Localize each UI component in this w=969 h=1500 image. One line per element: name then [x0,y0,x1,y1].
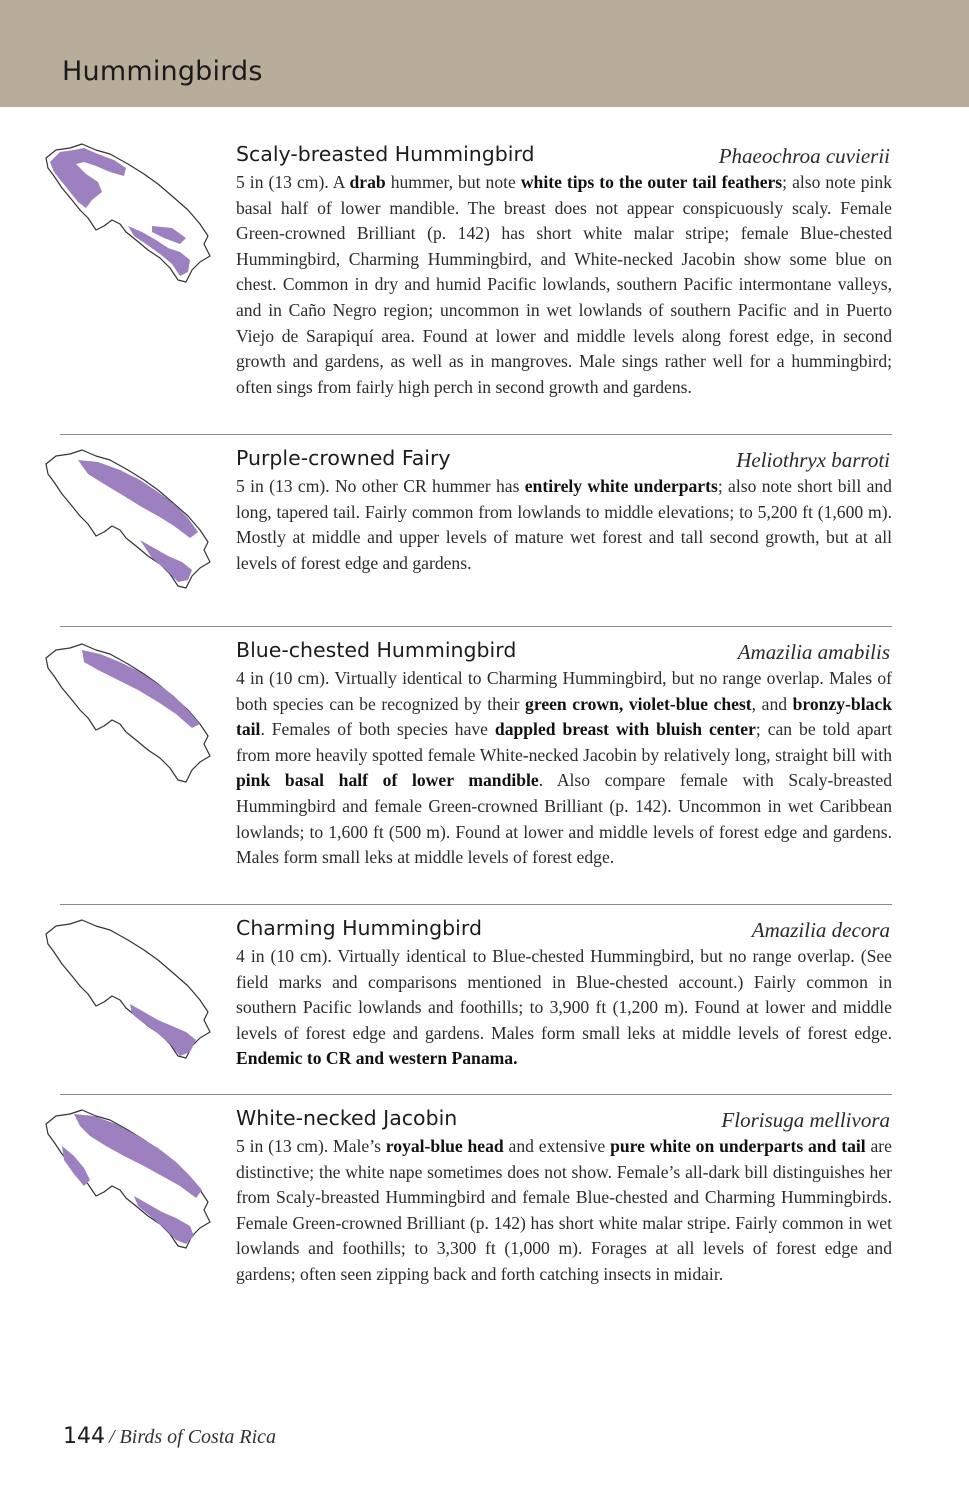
bold-fieldmark: drab [349,172,386,192]
species-text [236,916,892,1072]
description-text: are distinctive; the white nape sometimes does not show. Female’s all-dark bill distinguishes her from Scaly-breasted Hummingbird and female Blue-chested and Charming Hummingbirds. Female Green-crowned Brilliant (p. 142) has short white malar stripe. Fairly common in wet lowlands and foothills; to 3,300 ft (1,000 m). Forages at all levels of forest edge and gardens; often seen zipping back and forth catching insects in midair. [236,1136,892,1284]
description-text: 4 in (10 cm). Virtually identical to Charming Hummingbird, but no range overlap. Males of both species can be recognized by their [236,668,892,714]
species-common-name: Charming Hummingbird [236,916,482,940]
species-common-name: White-necked Jacobin [236,1106,458,1130]
bold-fieldmark: pure white on underparts and tail [610,1136,866,1156]
bold-fieldmark: pink basal half of lower mandible [236,770,539,791]
species-entry [60,912,892,1092]
range-map-icon [40,916,220,1066]
species-scientific-name: Heliothryx barroti [736,448,890,472]
species-entry [60,138,892,430]
range-map-icon [40,640,220,790]
species-text [236,1106,892,1288]
species-description [236,944,892,1072]
species-entry [60,1102,892,1324]
species-description [236,666,892,871]
chapter-header [0,0,969,107]
description-text: ; also note short bill and long, tapered tail. Fairly common from lowlands to middle elevations; to 5,200 ft (1,600 m). Mostly at middle and upper levels of mature wet forest and tall second growth, but at all levels of forest edge and gardens. [236,476,892,573]
description-text: 5 in (13 cm). Male’s [236,1136,386,1156]
bold-fieldmark: Endemic to CR and western Panama. [236,1048,518,1069]
bold-fieldmark: white tips to the outer tail feathers [520,172,783,192]
species-common-name: Purple-crowned Fairy [236,446,451,470]
description-text: , and [751,693,793,714]
chapter-title: Hummingbirds [62,56,263,87]
species-scientific-name: Phaeochroa cuvierii [718,144,890,168]
species-description [236,170,892,400]
entry-divider [60,904,892,905]
description-text: and extensive [503,1136,611,1156]
page-number: 144 [63,1424,105,1449]
species-entry [60,634,892,900]
book-title: / Birds of Costa Rica [109,1426,277,1448]
description-text: ; can be told apart from more heavily spotted female White-necked Jacobin by relatively long, straight bill with [236,719,892,765]
species-description [236,474,892,576]
bold-fieldmark: bronzy-black tail [236,693,892,740]
description-text: 5 in (13 cm). No other CR hummer has [236,476,525,496]
species-text [236,142,892,400]
species-entry [60,442,892,622]
bold-fieldmark: green crown, violet-blue chest [525,693,752,714]
species-scientific-name: Amazilia amabilis [737,640,890,664]
bold-fieldmark: royal-blue head [385,1136,504,1156]
page-footer [63,1424,276,1449]
entry-divider [60,626,892,627]
description-text: . Females of both species have [260,719,495,740]
description-text: 4 in (10 cm). Virtually identical to Blue-chested Hummingbird, but no range overlap. (See field marks and comparisons mentioned in Blue-chested account.) Fairly common in southern Pacific lowlands and foothills; to 3,900 ft (1,200 m). Found at lower and middle levels of forest edge and gardens. Males form small leks at middle levels of forest edge. [236,946,892,1043]
entry-divider [60,434,892,435]
description-text: . Also compare female with Scaly-breasted Hummingbird and female Green-crowned Brilliant (p. 142). Uncommon in wet Caribbean lowlands; to 1,600 ft (500 m). Found at lower and middle levels of forest edge and gardens. Males form small leks at middle levels of forest edge. [236,770,892,868]
entry-divider [60,1094,892,1095]
description-text: ; also note pink basal half of lower mandible. The breast does not appear conspicuously scaly. Female Green-crowned Brilliant (p. 142) has short white malar stripe; female Blue-chested Hummingbird, Charming Hummingbird, and White-necked Jacobin show some blue on chest. Common in dry and humid Pacific lowlands, southern Pacific intermontane valleys, and in Caño Negro region; uncommon in wet lowlands of southern Pacific and in Puerto Viejo de Sarapiquí area. Found at lower and middle levels along forest edge, in second growth and gardens, as well as in mangroves. Male sings rather well for a hummingbird; often sings from fairly high perch in second growth and gardens. [236,172,892,397]
description-text: hummer, but note [385,172,521,192]
bold-fieldmark: entirely white underparts [524,476,718,496]
species-description [236,1134,892,1288]
range-map-icon [40,446,220,596]
bold-fieldmark: dappled breast with bluish center [494,719,756,740]
species-text [236,638,892,871]
range-map-icon [40,140,220,290]
species-common-name: Scaly-breasted Hummingbird [236,142,535,166]
species-text [236,446,892,576]
species-scientific-name: Florisuga mellivora [721,1108,890,1132]
description-text: 5 in (13 cm). A [236,172,350,192]
species-common-name: Blue-chested Hummingbird [236,638,517,662]
species-scientific-name: Amazilia decora [751,918,890,942]
range-map-icon [40,1106,220,1256]
